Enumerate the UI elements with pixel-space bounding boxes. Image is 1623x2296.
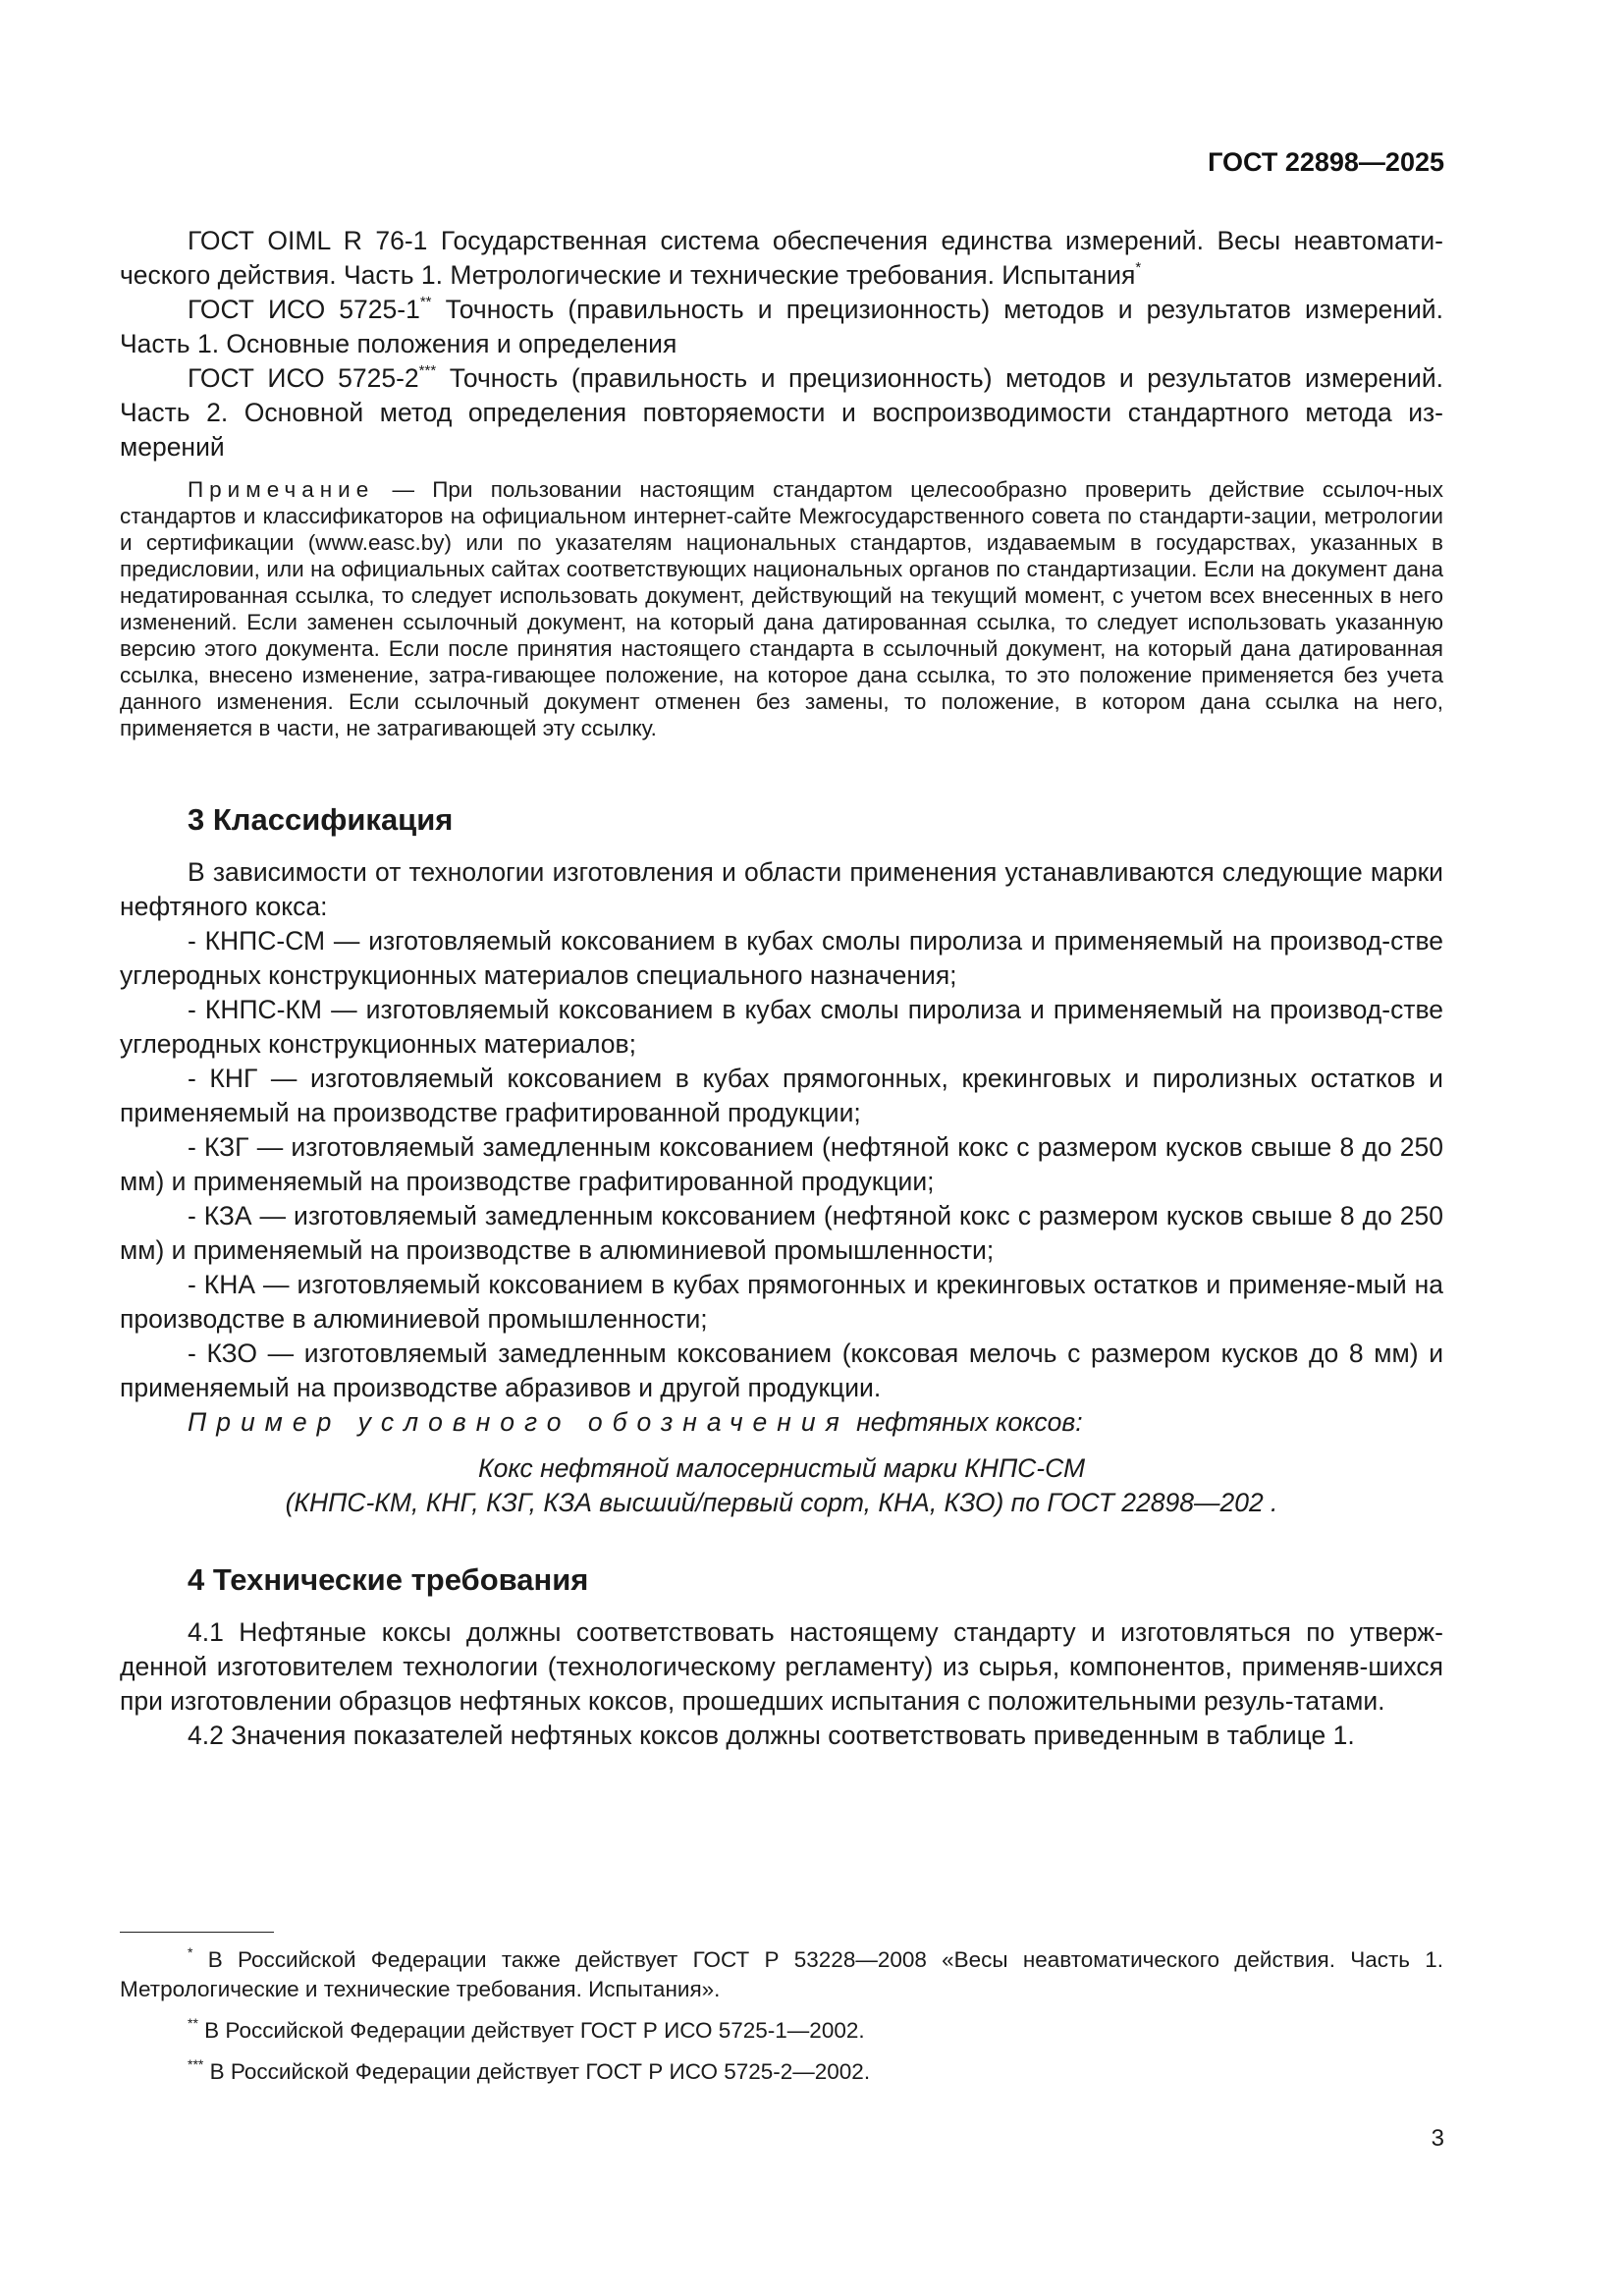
footnote-text: В Российской Федерации действует ГОСТ Р ИСО 5725-2—2002.: [209, 2059, 871, 2084]
list-item: - КЗА — изготовляемый замедленным коксованием (нефтяной кокс с размером кусков свыше 8 до 250 мм) и применяемый на производстве в алюминиевой промышленности;: [120, 1201, 1443, 1265]
section-heading-technical-requirements: 4 Технические требования: [188, 1562, 589, 1597]
footnote: [120, 2057, 1443, 2087]
main-content: [120, 224, 1443, 1753]
note-label: Примечание: [188, 477, 375, 502]
reference-entry: [120, 293, 1443, 361]
footnotes: [120, 1945, 1443, 2099]
note-text: — При пользовании настоящим стандартом целесообразно проверить действие ссылоч-ных стандартов и классификаторов на официальном интернет-сайте Межгосударственного совета по стандарти-зации, метрологии и сертификации (www.easc.by) или по указателям национальных стандартов, издаваемым в государствах, указанных в предисловии, или на официальных сайтах соответствующих национальных органов по стандартизации. Если на документ дана недатированная ссылка, то следует использовать документ, действующий на текущий момент, с учетом всех внесенных в него изменений. Если заменен ссылочный документ, на который дана датированная ссылка, то следует использовать указанную версию этого документа. Если после принятия настоящего стандарта в ссылочный документ, на который дана датированная ссылка, внесено изменение, затра-гивающее положение, на которое дана ссылка, то это положение применяется без учета данного изменения. Если ссылочный документ отменен без замены, то положение, в котором дана ссылка на него, применяется в части, не затрагивающей эту ссылку.: [120, 477, 1443, 740]
note-block: [120, 476, 1443, 741]
list-item: - КНГ — изготовляемый коксованием в кубах прямогонных, крекинговых и пиролизных остатков и применяемый на производстве графитированной продукции;: [120, 1064, 1443, 1127]
page-number: 3: [1431, 2125, 1444, 2152]
clause-4-2: 4.2 Значения показателей нефтяных коксов должны соответствовать приведенным в таблице 1.: [188, 1721, 1355, 1750]
footnote-marker: **: [188, 2015, 198, 2031]
list-item: - КНПС-СМ — изготовляемый коксованием в кубах смолы пиролиза и применяемый на производ-стве углеродных конструкционных материалов специального назначения;: [120, 926, 1443, 990]
document-code: ГОСТ 22898—2025: [1208, 147, 1444, 177]
footnote-marker: *: [1135, 259, 1142, 276]
list-item: - КЗО — изготовляемый замедленным коксованием (коксовая мелочь с размером кусков до 8 мм) и применяемый на производстве абразивов и другой продукции.: [120, 1339, 1443, 1402]
reference-entry: [120, 361, 1443, 465]
example-label-spaced: Пример условного обозначения: [188, 1407, 849, 1437]
reference-title: Точность (правильность и прецизионность) методов и результатов измерений. Часть 1. Основные положения и определения: [120, 295, 1443, 358]
example-line: (КНПС-КМ, КНГ, КЗГ, КЗА высший/первый сорт, КНА, КЗО) по ГОСТ 22898—202 .: [285, 1488, 1278, 1517]
reference-code: ГОСТ OIML R 76-1: [188, 226, 428, 255]
footnote-divider: [120, 1932, 274, 1933]
reference-entry: [120, 224, 1443, 293]
reference-code: ГОСТ ИСО 5725-2: [188, 363, 419, 393]
list-item: - КЗГ — изготовляемый замедленным коксованием (нефтяной кокс с размером кусков свыше 8 до 250 мм) и применяемый на производстве графитированной продукции;: [120, 1132, 1443, 1196]
example-designation: [120, 1451, 1443, 1520]
footnote-text: В Российской Федерации также действует ГОСТ Р 53228—2008 «Весы неавтоматического действия. Часть 1. Метрологические и технические требования. Испытания».: [120, 1947, 1443, 2001]
footnote-marker: ***: [418, 362, 437, 379]
list-item: - КНА — изготовляемый коксованием в кубах прямогонных и крекинговых остатков и применяе-мый на производстве в алюминиевой промышленности;: [120, 1270, 1443, 1334]
section-intro: В зависимости от технологии изготовления и области применения устанавливаются следующие марки нефтяного кокса:: [120, 857, 1443, 921]
section-heading-classification: 3 Классификация: [188, 802, 454, 837]
footnote-text: В Российской Федерации действует ГОСТ Р ИСО 5725-1—2002.: [204, 2018, 865, 2043]
clause-4-1: 4.1 Нефтяные коксы должны соответствовать настоящему стандарту и изготовляться по утверж-денной изготовителем технологии (технологическому регламенту) из сырья, компонентов, применяв-шихся при изготовлении образцов нефтяных коксов, прошедших испытания с положительными резуль-татами.: [120, 1617, 1443, 1716]
footnote-marker: *: [188, 1944, 193, 1960]
footnote: [120, 1945, 1443, 2004]
footnote: [120, 2016, 1443, 2046]
example-label-tail: нефтяных коксов:: [856, 1407, 1083, 1437]
example-line: Кокс нефтяной малосернистый марки КНПС-СМ: [477, 1453, 1086, 1483]
list-item: - КНПС-КМ — изготовляемый коксованием в кубах смолы пиролиза и применяемый на производ-стве углеродных конструкционных материалов;: [120, 995, 1443, 1059]
reference-title: Точность (правильность и прецизионность) методов и результатов измерений. Часть 2. Основной метод определения повторяемости и воспроизводимости стандартного метода из-мерений: [120, 363, 1443, 462]
example-label: [120, 1405, 1443, 1440]
footnote-marker: ***: [188, 2056, 204, 2072]
reference-title: Государственная система обеспечения единства измерений. Весы неавтомати-ческого действия. Часть 1. Метрологические и технические требования. Испытания: [120, 226, 1443, 290]
reference-code: ГОСТ ИСО 5725-1: [188, 295, 420, 324]
footnote-marker: **: [419, 294, 432, 310]
